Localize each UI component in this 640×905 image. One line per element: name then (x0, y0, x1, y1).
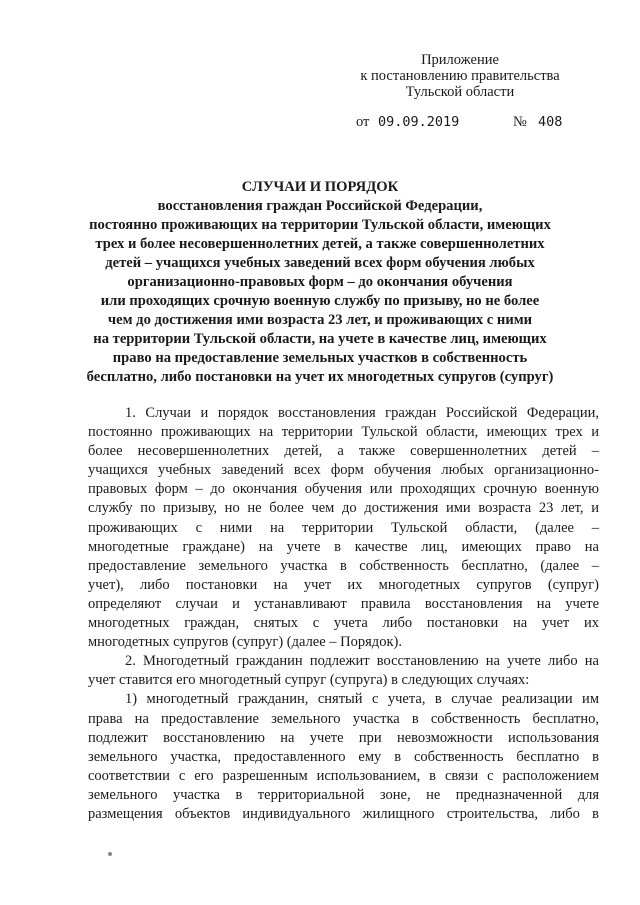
title-line: или проходящих срочную военную службу по призыву, но не более (100, 293, 540, 309)
body-line: проживающих с ними на территории Тульской области, (далее – (88, 519, 599, 536)
body-line: многодетных супругов (супруг) (далее – Порядок). (88, 634, 402, 651)
decree-date-prefix: от (356, 114, 370, 130)
decree-number-sign: № (513, 114, 527, 130)
paragraph-2-item-1 (88, 690, 599, 824)
body-line: 1. Случаи и порядок восстановления граждан Российской Федерации, (125, 405, 599, 421)
body-line: подлежит восстановлению на учете при невозможности использования (88, 729, 599, 746)
paragraph-1 (88, 404, 599, 652)
document-title (70, 178, 570, 387)
title-line: трех и более несовершеннолетних детей, а также совершеннолетних (95, 236, 545, 252)
title-line: право на предоставление земельных участков в собственность (112, 350, 528, 366)
appendix-label: Приложение (421, 52, 499, 68)
body-line: службу по призыву, но не более чем до достижения ими возраста 23 лет, и (88, 500, 599, 517)
body-line: земельного участка, предоставленного ему в собственность бесплатно в (88, 748, 599, 765)
appendix-header (340, 52, 580, 100)
body-line: земельного участка в территориальной зоне, не предназначенной для (88, 786, 599, 803)
title-line: чем до достижения ими возраста 23 лет, и проживающих с ними (107, 312, 533, 328)
body-line: предоставление земельного участка в собственность бесплатно, (далее – (88, 557, 599, 574)
title-line: восстановления граждан Российской Федерации, (157, 198, 483, 214)
decree-number-value: 408 (538, 114, 563, 130)
body-line: права на предоставление земельного участка в собственность бесплатно, (88, 710, 599, 727)
body-line: правовых форм – до окончания обучения или проходящих срочную военную (88, 481, 599, 498)
title-line: детей – учащихся учебных заведений всех форм обучения любых (105, 255, 535, 271)
body-line: постоянно проживающих на территории Тульской области, имеющих трех и (88, 424, 599, 441)
title-line: организационно-правовых форм – до окончания обучения (127, 274, 513, 290)
body-line: многодетных граждан, снятых с учета либо постановки на учет их (88, 615, 599, 632)
title-line: на территории Тульской области, на учете в качестве лиц, имеющих (93, 331, 547, 347)
document-body (88, 404, 599, 824)
decree-number (538, 114, 562, 130)
body-line: учет), либо постановки на учет их многодетных супругов (супруг) (88, 576, 599, 593)
body-line: 2. Многодетный гражданин подлежит восстановлению на учете либо на (125, 653, 599, 670)
body-line: 1) многодетный гражданин, снятый с учета, в случае реализации им (125, 691, 599, 708)
title-heading: СЛУЧАИ И ПОРЯДОК (241, 179, 399, 195)
body-line: определяют случаи и устанавливают правила восстановления на учете (88, 595, 599, 612)
appendix-decree-reference: к постановлению правительства (360, 68, 560, 84)
paragraph-2 (88, 652, 599, 690)
body-line: многодетные граждане) на учете в качестве лиц, имеющих право на (88, 538, 599, 555)
title-line: постоянно проживающих на территории Тульской области, имеющих (89, 217, 551, 233)
body-line: соответствии с его разрешенным использованием, в связи с расположением (88, 767, 599, 784)
scan-dot (108, 852, 112, 856)
decree-date (378, 114, 459, 130)
body-line: учет ставится его многодетный супруг (супруга) в следующих случаях: (88, 672, 530, 689)
title-line: бесплатно, либо постановки на учет их многодетных супругов (супруг) (86, 369, 554, 385)
body-line: учащихся учебных заведений всех форм обучения любых организационно- (88, 462, 599, 479)
body-line: размещения объектов индивидуального жилищного строительства, либо в (88, 805, 599, 822)
appendix-region: Тульской области (405, 84, 515, 100)
decree-date-value: 09.09.2019 (378, 114, 460, 130)
body-line: более несовершеннолетних детей, а также совершеннолетних детей – (88, 443, 599, 460)
